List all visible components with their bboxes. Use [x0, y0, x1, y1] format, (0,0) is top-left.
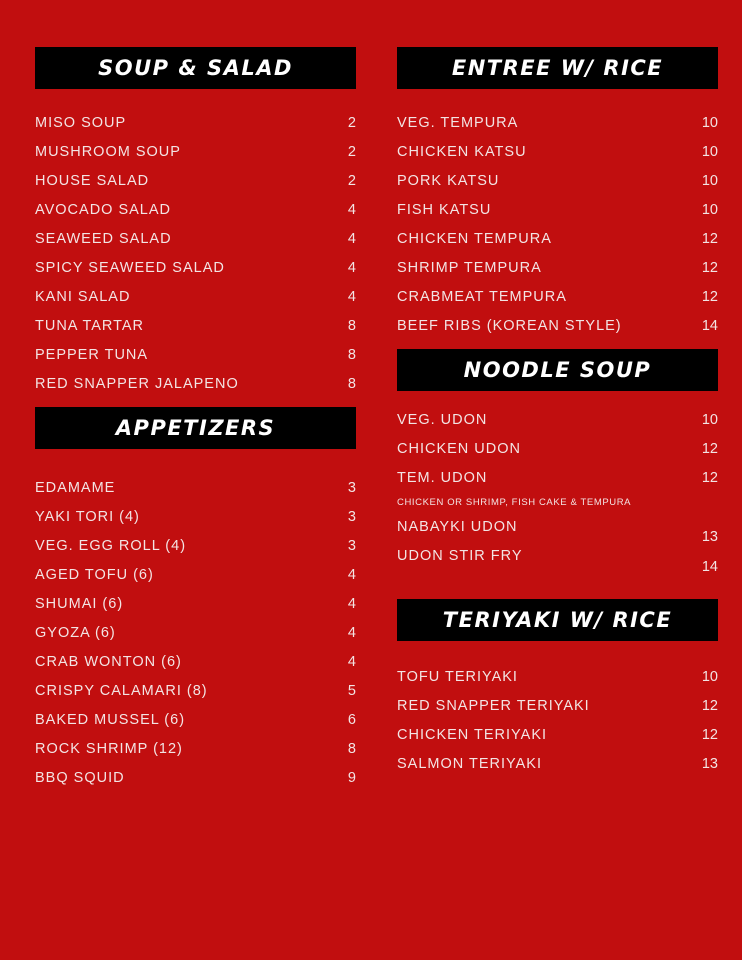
item-price: 4 — [347, 260, 356, 276]
item-name: TUNA TARTAR — [35, 318, 145, 334]
menu-item — [397, 663, 718, 692]
item-name: VEG. UDON — [397, 412, 488, 428]
item-name: UDON STIR FRY — [397, 548, 523, 564]
menu-item — [397, 750, 718, 779]
menu-item — [35, 561, 356, 590]
item-price: 10 — [701, 173, 718, 189]
item-price: 4 — [347, 231, 356, 247]
menu-item-note: CHICKEN OR SHRIMP, FISH CAKE & TEMPURA — [397, 497, 632, 508]
menu-item — [35, 254, 356, 283]
left-column — [35, 47, 356, 793]
menu-item — [35, 648, 356, 677]
menu-item — [35, 341, 356, 370]
item-price: 4 — [347, 654, 356, 670]
item-price: 4 — [347, 596, 356, 612]
item-price: 2 — [347, 144, 356, 160]
item-price: 2 — [347, 173, 356, 189]
menu-item-price-row — [658, 553, 718, 582]
item-name: SHUMAI (6) — [35, 596, 124, 612]
item-price: 8 — [347, 741, 356, 757]
item-name: BBQ SQUID — [35, 770, 125, 786]
item-name: TOFU TERIYAKI — [397, 669, 518, 685]
menu-item — [35, 474, 356, 503]
item-name: GYOZA (6) — [35, 625, 116, 641]
item-name: NABAYKI UDON — [397, 519, 518, 535]
soup-salad-header: SOUP & SALAD — [35, 47, 356, 89]
noodle-extra-items — [397, 513, 718, 575]
item-name: KANI SALAD — [35, 289, 131, 305]
item-price: 4 — [347, 567, 356, 583]
item-name: TEM. UDON — [397, 470, 488, 486]
item-name: AVOCADO SALAD — [35, 202, 172, 218]
item-price: 10 — [701, 115, 718, 131]
menu-item — [35, 167, 356, 196]
item-name: CHICKEN UDON — [397, 441, 521, 457]
item-price: 12 — [701, 441, 718, 457]
item-price: 8 — [347, 318, 356, 334]
menu-item — [35, 196, 356, 225]
item-name: CHICKEN KATSU — [397, 144, 527, 160]
teriyaki-rice-header: TERIYAKI W/ RICE — [397, 599, 718, 641]
noodle-soup-list — [397, 406, 718, 575]
item-name: VEG. EGG ROLL (4) — [35, 538, 187, 554]
menu-item — [397, 138, 718, 167]
item-price: 3 — [347, 538, 356, 554]
menu-item — [397, 435, 718, 464]
item-name: MUSHROOM SOUP — [35, 144, 181, 160]
menu-item — [397, 464, 718, 493]
menu-item — [35, 109, 356, 138]
item-price: 13 — [701, 756, 718, 772]
item-price: 12 — [701, 470, 718, 486]
item-name: SHRIMP TEMPURA — [397, 260, 542, 276]
item-price: 10 — [701, 412, 718, 428]
item-name: CRABMEAT TEMPURA — [397, 289, 567, 305]
item-price: 4 — [347, 625, 356, 641]
menu-item — [35, 706, 356, 735]
item-name: BAKED MUSSEL (6) — [35, 712, 186, 728]
item-price: 8 — [347, 376, 356, 392]
menu-item — [35, 138, 356, 167]
menu-item — [397, 254, 718, 283]
menu-item — [35, 677, 356, 706]
item-price: 12 — [701, 289, 718, 305]
item-price: 3 — [347, 480, 356, 496]
entree-rice-list — [397, 109, 718, 341]
menu-item — [35, 370, 356, 399]
item-name: CHICKEN TEMPURA — [397, 231, 552, 247]
menu-item — [35, 312, 356, 341]
item-price: 8 — [347, 347, 356, 363]
appetizers-list — [35, 474, 356, 793]
menu-item — [35, 503, 356, 532]
item-name: SALMON TERIYAKI — [397, 756, 542, 772]
item-price: 10 — [701, 669, 718, 685]
menu-item — [35, 764, 356, 793]
menu-item-price-row — [658, 523, 718, 552]
teriyaki-rice-list — [397, 663, 718, 779]
soup-salad-list — [35, 109, 356, 399]
item-price: 4 — [347, 202, 356, 218]
entree-rice-header: ENTREE W/ RICE — [397, 47, 718, 89]
item-price: 14 — [701, 559, 718, 575]
right-column — [397, 47, 718, 779]
item-name: ROCK SHRIMP (12) — [35, 741, 183, 757]
item-name: RED SNAPPER JALAPENO — [35, 376, 239, 392]
item-name: BEEF RIBS (KOREAN STYLE) — [397, 318, 622, 334]
item-name: FISH KATSU — [397, 202, 492, 218]
item-price: 4 — [347, 289, 356, 305]
menu-item — [397, 692, 718, 721]
menu-item — [35, 590, 356, 619]
item-price: 10 — [701, 144, 718, 160]
item-name: RED SNAPPER TERIYAKI — [397, 698, 590, 714]
menu-item — [397, 167, 718, 196]
item-price: 6 — [347, 712, 356, 728]
item-price: 3 — [347, 509, 356, 525]
noodle-soup-header: NOODLE SOUP — [397, 349, 718, 391]
menu-item — [35, 619, 356, 648]
menu-item — [397, 406, 718, 435]
item-name: AGED TOFU (6) — [35, 567, 154, 583]
item-name: CRISPY CALAMARI (8) — [35, 683, 208, 699]
item-name: CHICKEN TERIYAKI — [397, 727, 548, 743]
item-name: EDAMAME — [35, 480, 116, 496]
menu-item — [35, 225, 356, 254]
menu-item — [397, 225, 718, 254]
item-price: 10 — [701, 202, 718, 218]
item-name: YAKI TORI (4) — [35, 509, 140, 525]
menu-item — [397, 312, 718, 341]
menu-item — [397, 196, 718, 225]
item-price: 12 — [701, 260, 718, 276]
item-price: 5 — [347, 683, 356, 699]
item-name: VEG. TEMPURA — [397, 115, 519, 131]
item-price: 9 — [347, 770, 356, 786]
appetizers-header: APPETIZERS — [35, 407, 356, 449]
item-price: 2 — [347, 115, 356, 131]
item-name: PEPPER TUNA — [35, 347, 149, 363]
menu-item — [397, 109, 718, 138]
menu-item — [397, 721, 718, 750]
menu-item — [35, 532, 356, 561]
item-price: 13 — [701, 529, 718, 545]
item-price: 12 — [701, 698, 718, 714]
item-name: HOUSE SALAD — [35, 173, 150, 189]
item-name: SEAWEED SALAD — [35, 231, 172, 247]
item-name: PORK KATSU — [397, 173, 500, 189]
item-name: SPICY SEAWEED SALAD — [35, 260, 225, 276]
item-price: 14 — [701, 318, 718, 334]
item-price: 12 — [701, 727, 718, 743]
item-price: 12 — [701, 231, 718, 247]
menu-item — [35, 735, 356, 764]
menu-item — [397, 283, 718, 312]
item-name: CRAB WONTON (6) — [35, 654, 182, 670]
menu-item — [35, 283, 356, 312]
item-name: MISO SOUP — [35, 115, 127, 131]
